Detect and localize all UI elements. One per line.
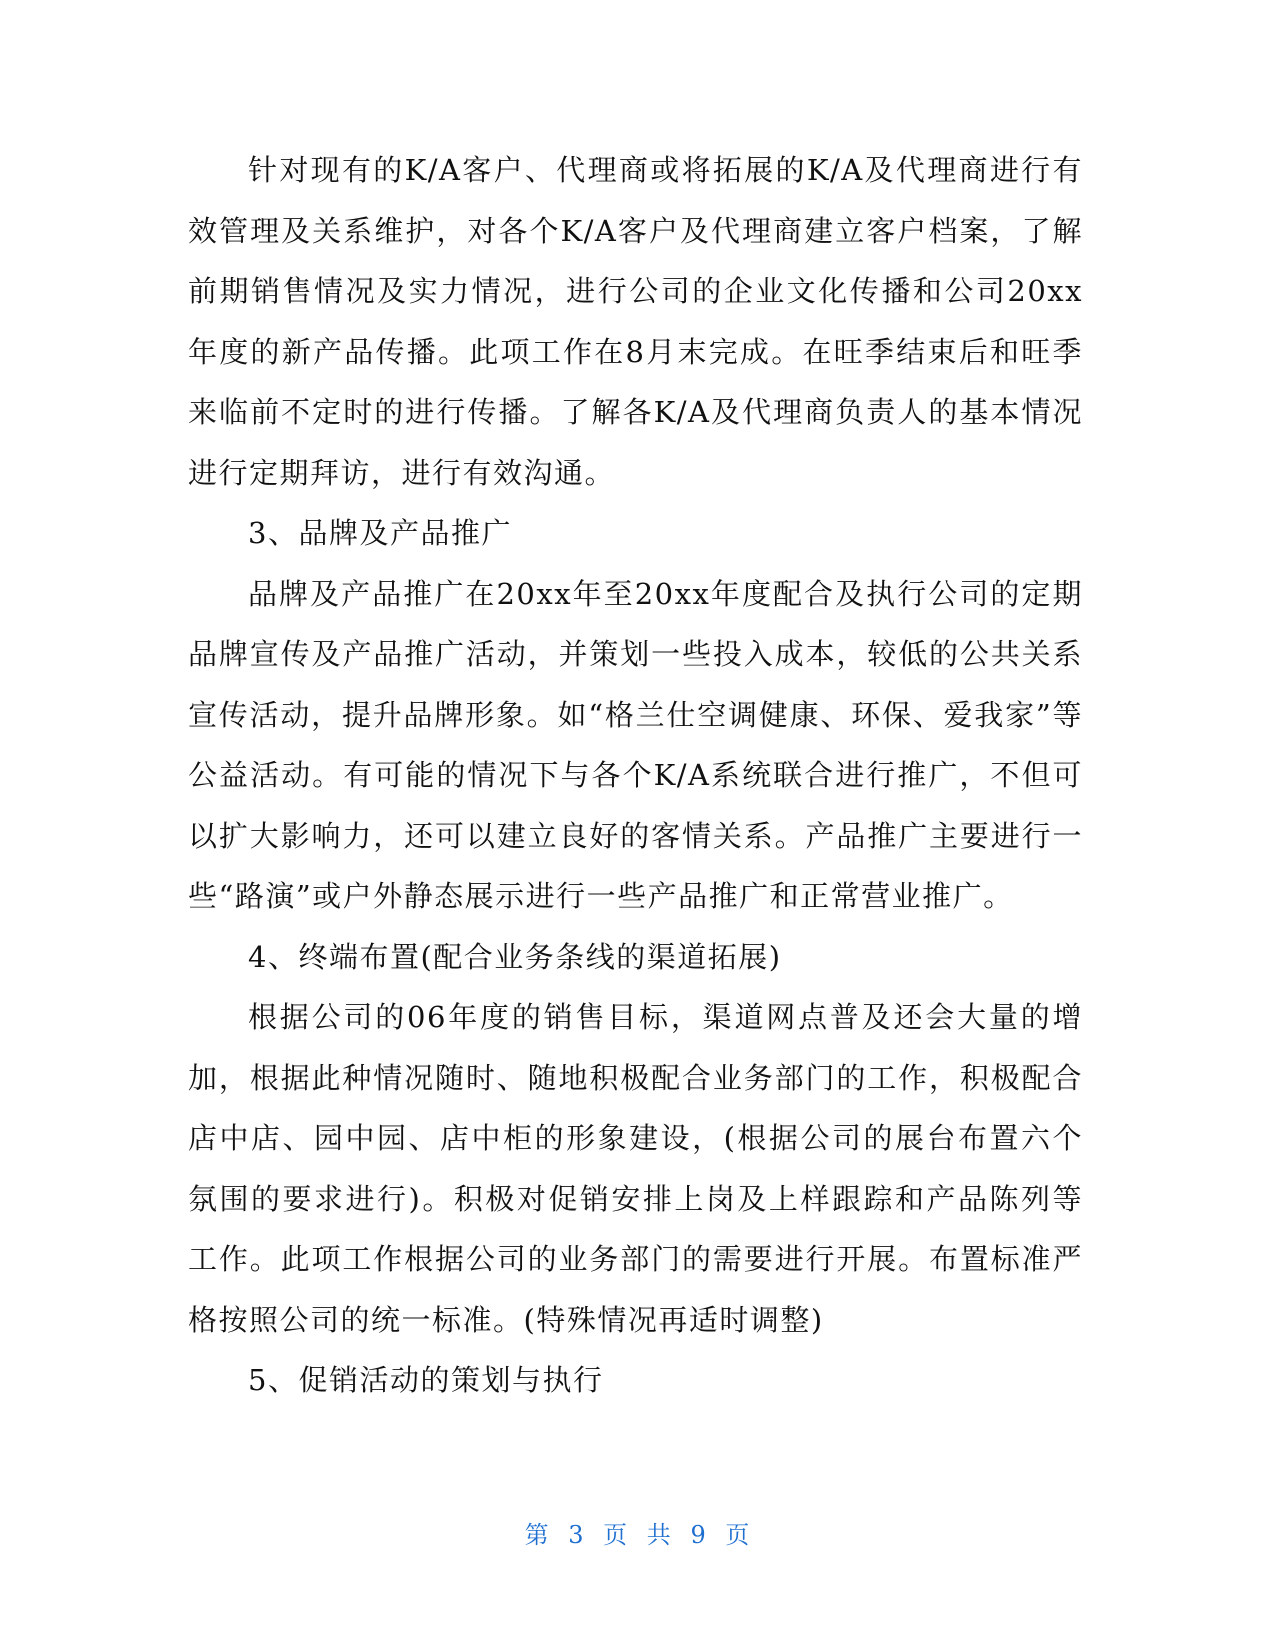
paragraph-ka-management: 针对现有的K/A客户、代理商或将拓展的K/A及代理商进行有效管理及关系维护，对各个K/A客户及代理商建立客户档案，了解前期销售情况及实力情况，进行公司的企业文化传播和公司20xx年度的新产品传播。此项工作在8月末完成。在旺季结束后和旺季来临前不定时的进行传播。了解各K/A及代理商负责人的基本情况进行定期拜访，进行有效沟通。 — [188, 153, 1083, 490]
paragraph-brand-promotion: 品牌及产品推广在20xx年至20xx年度配合及执行公司的定期品牌宣传及产品推广活动，并策划一些投入成本，较低的公共关系宣传活动，提升品牌形象。如“格兰仕空调健康、环保、爱我家”等公益活动。有可能的情况下与各个K/A系统联合进行推广，不但可以扩大影响力，还可以建立良好的客情关系。产品推广主要进行一些“路演”或户外静态展示进行一些产品推广和正常营业推广。 — [188, 576, 1083, 913]
section-heading-brand-promotion: 3、品牌及产品推广 — [248, 516, 512, 550]
paragraph-terminal-layout: 根据公司的06年度的销售目标，渠道网点普及还会大量的增加，根据此种情况随时、随地积极配合业务部门的工作，积极配合店中店、园中园、店中柜的形象建设，(根据公司的展台布置六个氛围的要求进行)。积极对促销安排上岗及上样跟踪和产品陈列等工作。此项工作根据公司的业务部门的需要进行开展。布置标准严格按照公司的统一标准。(特殊情况再适时调整) — [188, 1000, 1083, 1337]
section-heading-terminal-layout: 4、终端布置(配合业务条线的渠道拓展) — [248, 939, 782, 974]
page-number-footer: 第 3 页 共 9 页 — [524, 1521, 751, 1549]
document-body — [188, 140, 1083, 1411]
section-heading-promotion-planning: 5、促销活动的策划与执行 — [248, 1363, 604, 1397]
